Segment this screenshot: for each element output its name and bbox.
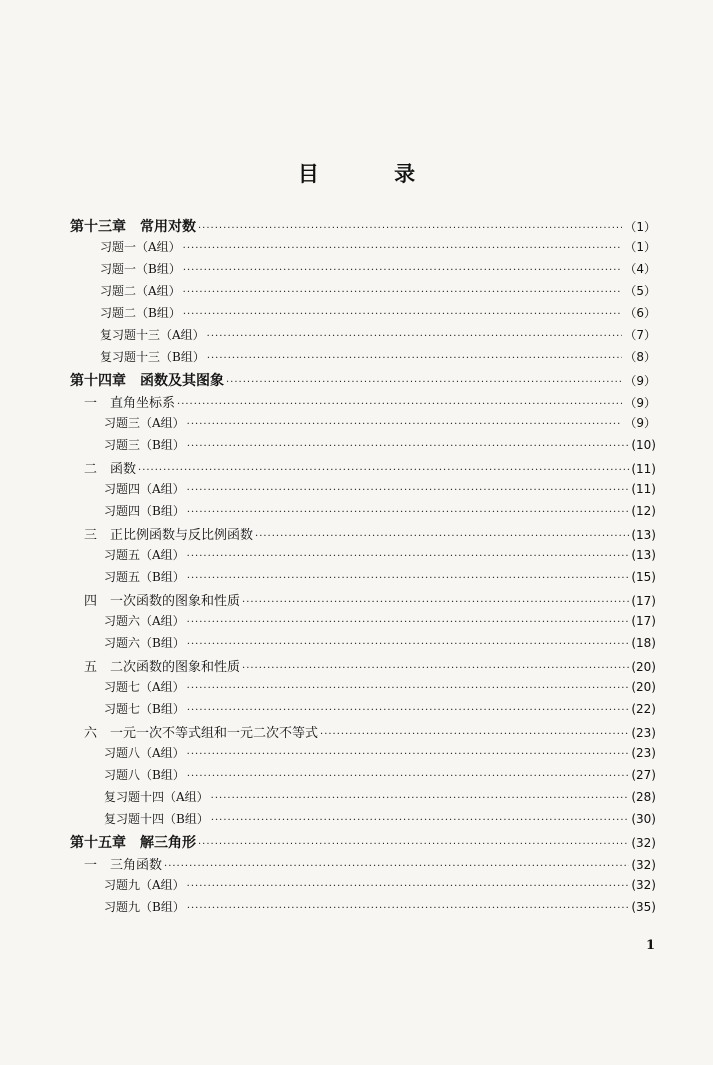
toc-entry-label: 五 二次函数的图象和性质: [84, 660, 241, 675]
toc-entry-sec-exercise: [70, 678, 656, 700]
toc-entry-section: [70, 392, 656, 414]
toc-entry-sec-exercise: [70, 480, 656, 502]
dot-leader: [211, 815, 630, 826]
toc-entry-chapter: [70, 832, 656, 854]
dot-leader: [320, 729, 629, 740]
dot-leader: [242, 663, 629, 674]
dot-leader: [183, 243, 623, 254]
toc-entry-page: (32): [631, 858, 656, 872]
dot-leader: [187, 551, 630, 562]
dot-leader: [183, 265, 623, 276]
toc-entry-page: (20): [631, 680, 656, 694]
toc-entry-label: 一 三角函数: [84, 858, 163, 873]
toc-entry-sec-exercise: [70, 898, 656, 920]
toc-entry-sec-exercise: [70, 414, 656, 436]
toc-entry-label: 习题二（A组）: [100, 284, 181, 298]
toc-entry-page: （9）: [624, 416, 656, 430]
dot-leader: [187, 749, 630, 760]
toc-entry-label: 习题七（A组）: [104, 680, 185, 694]
toc-entry-label: 三 正比例函数与反比例函数: [84, 528, 254, 543]
toc-entry-sec-exercise: [70, 810, 656, 832]
toc-entry-label: 四 一次函数的图象和性质: [84, 594, 241, 609]
toc-entry-page: (32): [631, 878, 656, 892]
toc-entry-sec-exercise: [70, 568, 656, 590]
toc-entry-page: (23): [631, 726, 656, 740]
toc-entry-page: (28): [631, 790, 656, 804]
toc-entry-sec-exercise: [70, 502, 656, 524]
toc-entry-exercise: [70, 304, 656, 326]
dot-leader: [226, 377, 622, 388]
toc-entry-exercise: [70, 282, 656, 304]
toc-entry-label: 第十三章 常用对数: [70, 219, 196, 235]
toc-entry-page: （7）: [624, 328, 656, 342]
toc-entry-page: （4）: [624, 262, 656, 276]
toc-entry-label: 一 直角坐标系: [84, 396, 176, 411]
toc-entry-sec-exercise: [70, 876, 656, 898]
toc-entry-label: 六 一元一次不等式组和一元二次不等式: [84, 726, 319, 741]
dot-leader: [187, 485, 630, 496]
toc-entry-page: (13): [631, 548, 656, 562]
toc-entry-exercise: [70, 260, 656, 282]
toc-entry-section: [70, 524, 656, 546]
toc-entry-sec-exercise: [70, 700, 656, 722]
toc-entry-page: （1）: [624, 240, 656, 254]
toc-entry-page: (11): [631, 462, 656, 476]
toc-entry-page: (18): [631, 636, 656, 650]
toc-entry-review: [70, 326, 656, 348]
toc-entry-label: 习题四（B组）: [104, 504, 185, 518]
toc-entry-section: [70, 458, 656, 480]
dot-leader: [211, 793, 630, 804]
dot-leader: [187, 683, 630, 694]
toc-entry-page: (30): [631, 812, 656, 826]
toc-entry-page: (22): [631, 702, 656, 716]
dot-leader: [207, 353, 623, 364]
toc-entry-sec-exercise: [70, 612, 656, 634]
page-title: 目 录: [297, 162, 450, 186]
toc-entry-chapter: [70, 216, 656, 238]
toc-entry-page: (10): [631, 438, 656, 452]
dot-leader: [198, 839, 629, 850]
toc-entry-page: (13): [631, 528, 656, 542]
dot-leader: [177, 399, 622, 410]
toc-entry-sec-exercise: [70, 436, 656, 458]
toc-entry-label: 习题八（A组）: [104, 746, 185, 760]
toc-entry-sec-exercise: [70, 788, 656, 810]
toc-entry-label: 习题四（A组）: [104, 482, 185, 496]
toc-entry-page: （6）: [624, 306, 656, 320]
toc-entry-label: 复习题十三（B组）: [100, 350, 205, 364]
dot-leader: [187, 419, 623, 430]
toc-entry-label: 复习题十三（A组）: [100, 328, 205, 342]
toc-entry-section: [70, 854, 656, 876]
dot-leader: [138, 465, 629, 476]
dot-leader: [187, 507, 630, 518]
toc-entry-sec-exercise: [70, 634, 656, 656]
dot-leader: [183, 309, 623, 320]
toc-entry-page: (23): [631, 746, 656, 760]
dot-leader: [255, 531, 629, 542]
toc-entry-sec-exercise: [70, 766, 656, 788]
toc-entry-label: 习题三（B组）: [104, 438, 185, 452]
toc-entry-label: 习题二（B组）: [100, 306, 181, 320]
toc-entry-page: (32): [631, 836, 656, 850]
toc-entry-label: 第十四章 函数及其图象: [70, 373, 224, 389]
toc-entry-sec-exercise: [70, 744, 656, 766]
toc-entry-label: 第十五章 解三角形: [70, 835, 196, 851]
dot-leader: [164, 861, 629, 872]
toc-entry-section: [70, 590, 656, 612]
page-number: 1: [646, 938, 656, 953]
toc-entry-label: 习题五（B组）: [104, 570, 185, 584]
toc-entry-page: （1）: [624, 220, 656, 234]
dot-leader: [187, 617, 630, 628]
toc-entry-section: [70, 656, 656, 678]
dot-leader: [187, 881, 630, 892]
dot-leader: [187, 573, 630, 584]
toc-entry-label: 习题九（A组）: [104, 878, 185, 892]
toc-entry-label: 习题一（B组）: [100, 262, 181, 276]
toc-entry-label: 习题三（A组）: [104, 416, 185, 430]
dot-leader: [207, 331, 623, 342]
toc-entry-page: （9）: [624, 374, 656, 388]
toc-entry-page: (11): [631, 482, 656, 496]
toc-entry-page: (12): [631, 504, 656, 518]
toc-entry-exercise: [70, 238, 656, 260]
toc-entry-page: （5）: [624, 284, 656, 298]
toc-entry-page: （8）: [624, 350, 656, 364]
dot-leader: [198, 223, 622, 234]
toc-entry-sec-exercise: [70, 546, 656, 568]
toc-entry-label: 复习题十四（A组）: [104, 790, 209, 804]
table-of-contents: [70, 216, 656, 920]
toc-entry-label: 习题九（B组）: [104, 900, 185, 914]
toc-entry-page: (27): [631, 768, 656, 782]
toc-entry-label: 复习题十四（B组）: [104, 812, 209, 826]
toc-entry-page: (35): [631, 900, 656, 914]
toc-entry-page: (20): [631, 660, 656, 674]
dot-leader: [242, 597, 629, 608]
toc-entry-label: 习题五（A组）: [104, 548, 185, 562]
toc-entry-page: (17): [631, 594, 656, 608]
toc-entry-label: 习题七（B组）: [104, 702, 185, 716]
dot-leader: [187, 639, 630, 650]
dot-leader: [183, 287, 623, 298]
dot-leader: [187, 903, 630, 914]
dot-leader: [187, 441, 630, 452]
toc-entry-label: 二 函数: [84, 462, 137, 477]
toc-entry-page: (17): [631, 614, 656, 628]
toc-entry-section: [70, 722, 656, 744]
toc-entry-label: 习题六（B组）: [104, 636, 185, 650]
dot-leader: [187, 771, 630, 782]
toc-entry-label: 习题八（B组）: [104, 768, 185, 782]
toc-entry-page: （9）: [624, 396, 656, 410]
toc-entry-page: (15): [631, 570, 656, 584]
toc-entry-label: 习题六（A组）: [104, 614, 185, 628]
dot-leader: [187, 705, 630, 716]
toc-entry-label: 习题一（A组）: [100, 240, 181, 254]
toc-entry-chapter: [70, 370, 656, 392]
toc-entry-review: [70, 348, 656, 370]
